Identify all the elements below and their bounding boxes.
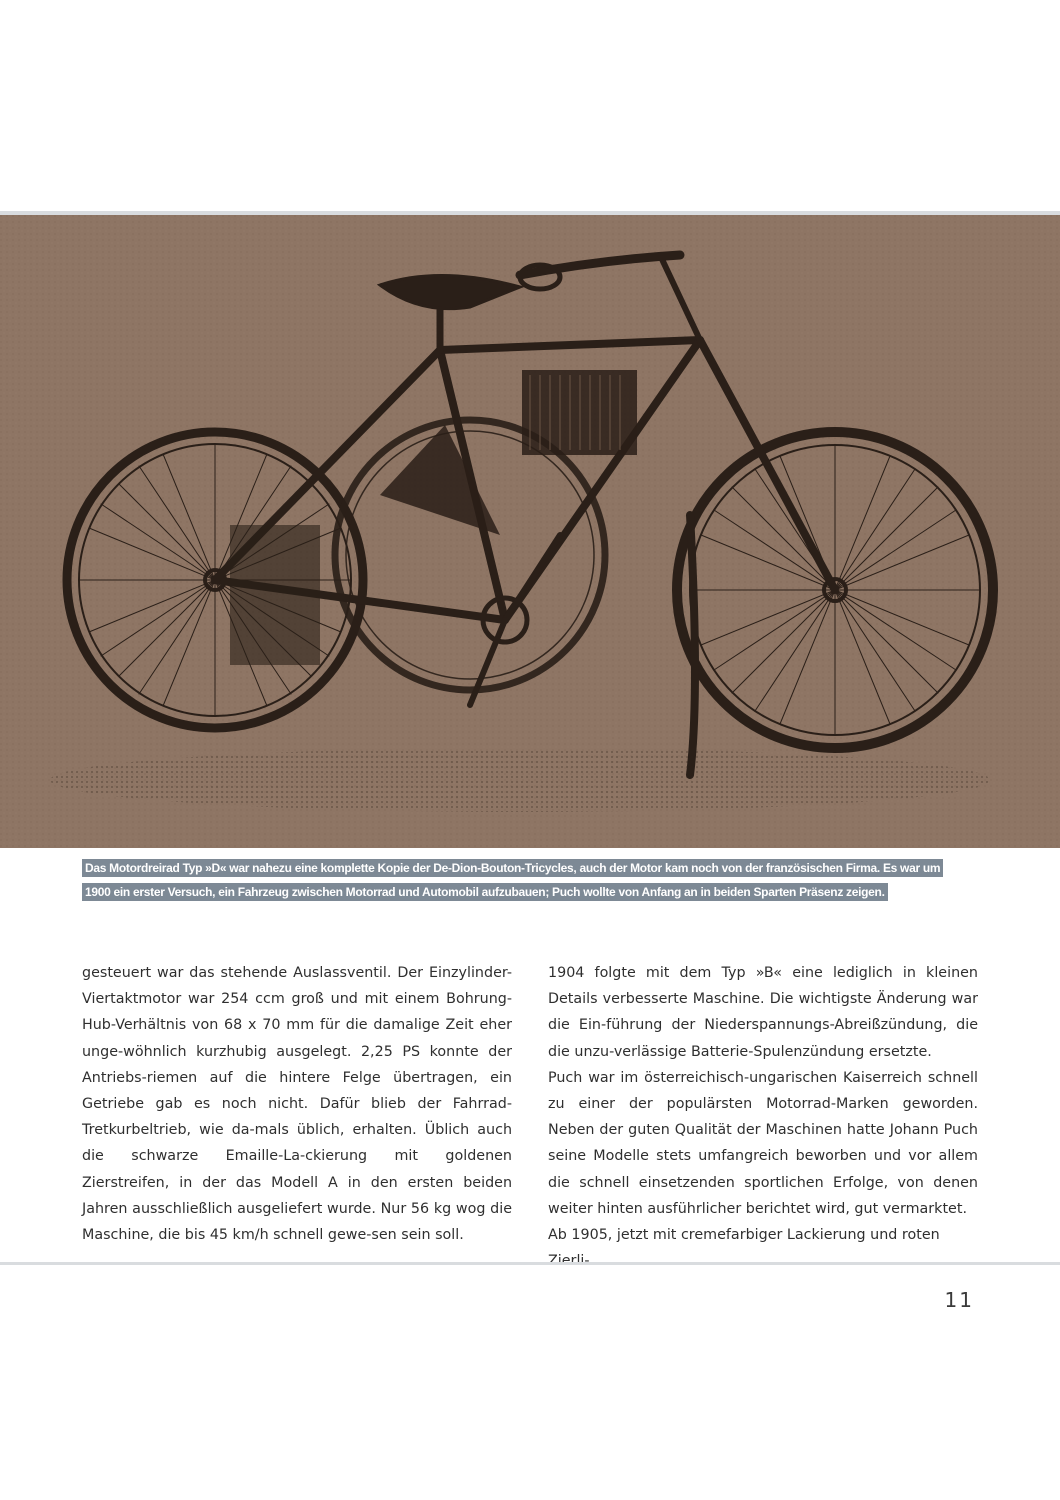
paragraph: Ab 1905, jetzt mit cremefarbiger Lackierung und roten	[548, 1227, 940, 1244]
tricycle-photo	[0, 215, 1060, 848]
page-number: 11	[944, 1288, 974, 1312]
bottom-rule	[0, 1262, 1060, 1265]
engine	[230, 525, 320, 665]
caption-line-1: Das Motordreirad Typ »D« war nahezu eine komplette Kopie der De-Dion-Bouton-Tricycles, auch der Motor kam noch von der französischen Firma. Es war um	[82, 859, 943, 877]
figure-caption	[82, 856, 982, 904]
paragraph: Puch war im österreichisch-ungarischen Kaiserreich schnell zu einer der populärsten Motorrad-Marken geworden. Neben der guten Qualität der Maschinen hatte Johann Puch seine Modelle stets umfangreich beworben und vor allem die schnell einsetzenden sportlichen Erfolge, von denen weiter hinten ausführlicher berichtet wird, gut vermarktet.	[548, 1069, 978, 1217]
text-column-left	[82, 960, 512, 1248]
motor-tricycle-illustration	[0, 215, 1060, 848]
caption-line-2: 1900 ein erster Versuch, ein Fahrzeug zwischen Motorrad und Automobil aufzubauen; Puch wollte von Anfang an in beiden Sparten Präsenz zeigen.	[82, 883, 888, 901]
paragraph: 1904 folgte mit dem Typ »B« eine lediglich in kleinen Details verbesserte Maschine. Die wichtigste Änderung war die Ein-führung der Niederspannungs-Abreißzündung, die die unzu-verlässige Batterie-Spulenzündung ersetzte.	[548, 965, 978, 1060]
paragraph: gesteuert war das stehende Auslassventil. Der Einzylinder-Viertaktmotor war 254 ccm groß und mit einem Bohrung-Hub-Verhältnis von 68 x 70 mm für die damalige Zeit eher unge-wöhnlich kurzhubig ausgelegt. 2,25 PS konnte der Antriebs-riemen auf die hintere Felge übertragen, ein Getriebe gab es noch nicht. Dafür blieb der Fahrrad-Tretkurbeltrieb, wie da-mals üblich, erhalten. Üblich auch die schwarze Emaille-La-ckierung mit goldenen Zierstreifen, in der das Modell A in den ersten beiden Jahren ausschließlich ausgeliefert wurde. Nur 56 kg wog die Maschine, die bis 45 km/h schnell gewe-sen sein soll.	[82, 965, 512, 1244]
text-column-right	[548, 960, 978, 1274]
